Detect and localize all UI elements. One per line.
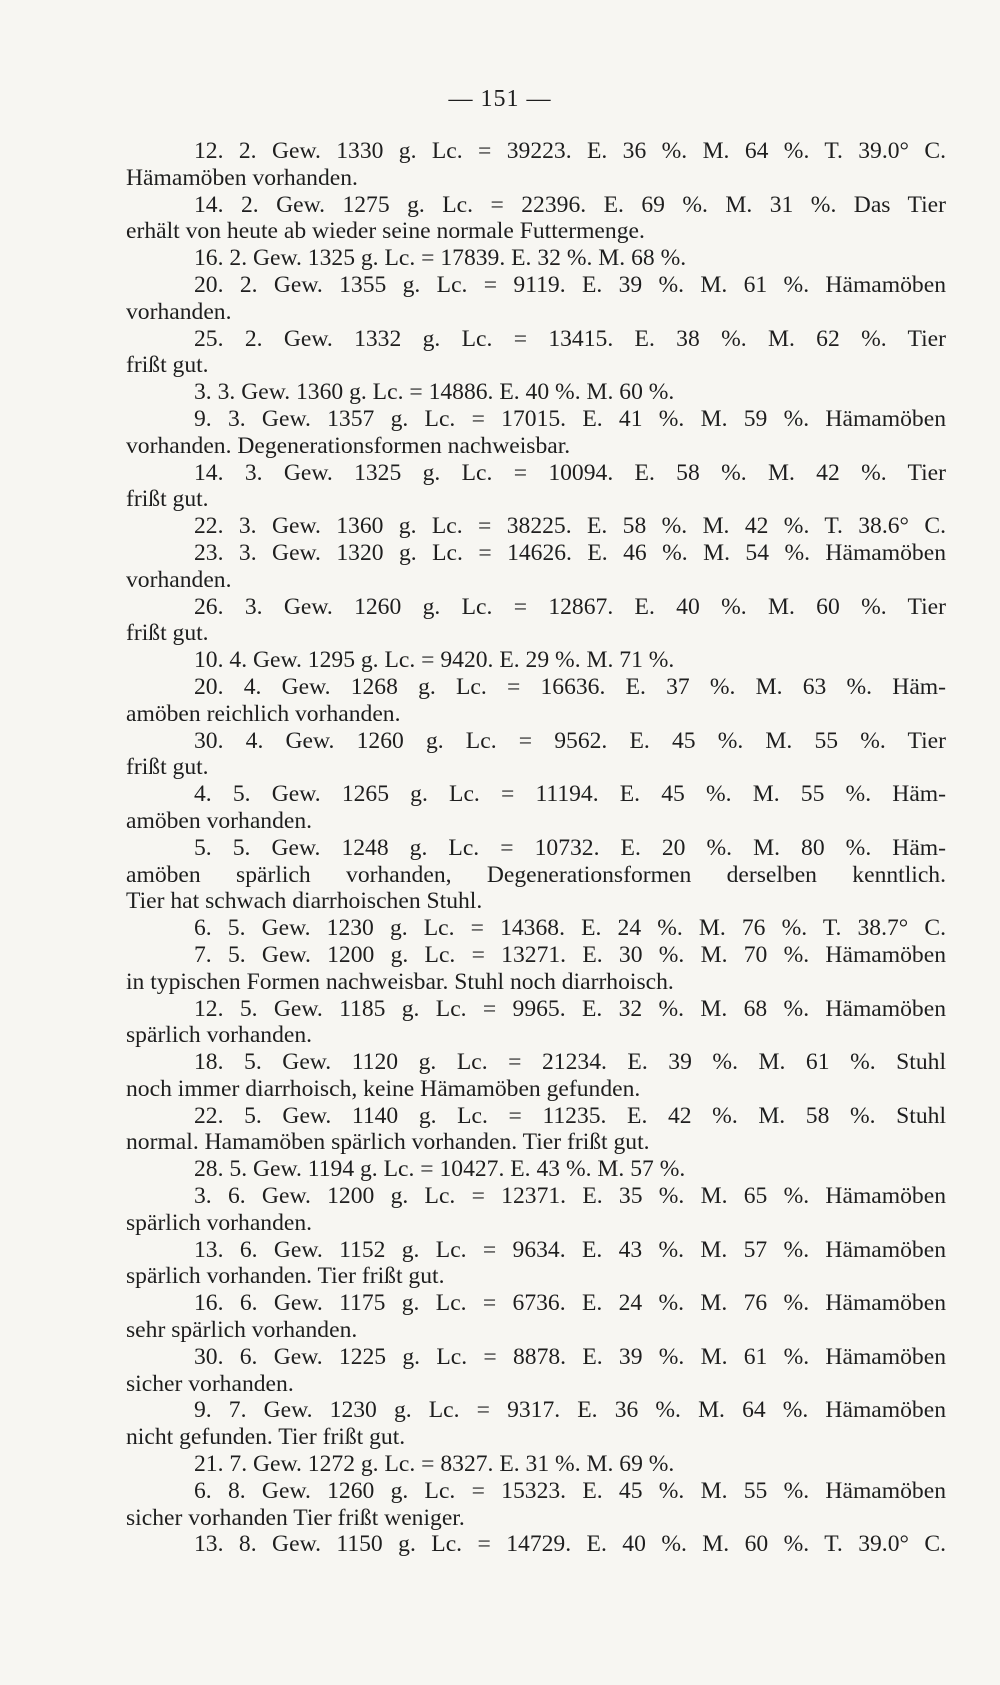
text-line: spärlich vorhanden. Tier frißt gut. bbox=[126, 1263, 445, 1290]
text-line: frißt gut. bbox=[126, 620, 209, 647]
text-line: frißt gut. bbox=[126, 754, 209, 781]
text-line: vorhanden. Degenerationsformen nachweisbar. bbox=[126, 432, 571, 459]
text-line: 26. 3. Gew. 1260 g. Lc. = 12867. E. 40 %. M. 60 %. Tier bbox=[194, 593, 946, 620]
document-body bbox=[126, 138, 946, 1558]
text-line: 3. 3. Gew. 1360 g. Lc. = 14886. E. 40 %. M. 60 %. bbox=[194, 379, 675, 406]
text-line: 7. 5. Gew. 1200 g. Lc. = 13271. E. 30 %. M. 70 %. Hämamöben bbox=[194, 941, 946, 968]
text-line: Hämamöben vorhanden. bbox=[126, 164, 358, 191]
text-line: 12. 5. Gew. 1185 g. Lc. = 9965. E. 32 %. M. 68 %. Hämamöben bbox=[194, 995, 946, 1022]
text-line: 3. 6. Gew. 1200 g. Lc. = 12371. E. 35 %. M. 65 %. Hämamöben bbox=[194, 1183, 946, 1210]
text-line: 28. 5. Gew. 1194 g. Lc. = 10427. E. 43 %. M. 57 %. bbox=[194, 1156, 686, 1183]
text-line: amöben reichlich vorhanden. bbox=[126, 700, 401, 727]
text-line: 30. 6. Gew. 1225 g. Lc. = 8878. E. 39 %. M. 61 %. Hämamöben bbox=[194, 1343, 946, 1370]
text-line: 25. 2. Gew. 1332 g. Lc. = 13415. E. 38 %. M. 62 %. Tier bbox=[194, 325, 946, 352]
text-line: 20. 4. Gew. 1268 g. Lc. = 16636. E. 37 %. M. 63 %. Häm- bbox=[194, 673, 946, 700]
text-line: 22. 5. Gew. 1140 g. Lc. = 11235. E. 42 %. M. 58 %. Stuhl bbox=[194, 1102, 946, 1129]
text-line: Tier hat schwach diarrhoischen Stuhl. bbox=[126, 888, 483, 915]
text-line: in typischen Formen nachweisbar. Stuhl noch diarrhoisch. bbox=[126, 968, 674, 995]
text-line: spärlich vorhanden. bbox=[126, 1022, 313, 1049]
page-number: — 151 — bbox=[448, 86, 552, 112]
text-line: 6. 8. Gew. 1260 g. Lc. = 15323. E. 45 %. M. 55 %. Hämamöben bbox=[194, 1477, 946, 1504]
text-line: 22. 3. Gew. 1360 g. Lc. = 38225. E. 58 %. M. 42 %. T. 38.6° C. bbox=[194, 513, 946, 540]
text-line: sicher vorhanden Tier frißt weniger. bbox=[126, 1504, 465, 1531]
text-line: 6. 5. Gew. 1230 g. Lc. = 14368. E. 24 %. M. 76 %. T. 38.7° C. bbox=[194, 915, 946, 942]
text-line: erhält von heute ab wieder seine normale Futtermenge. bbox=[126, 218, 645, 245]
text-line: amöben vorhanden. bbox=[126, 807, 313, 834]
text-line: 16. 6. Gew. 1175 g. Lc. = 6736. E. 24 %. M. 76 %. Hämamöben bbox=[194, 1290, 946, 1317]
text-line: 21. 7. Gew. 1272 g. Lc. = 8327. E. 31 %. M. 69 %. bbox=[194, 1451, 675, 1478]
text-line: 13. 6. Gew. 1152 g. Lc. = 9634. E. 43 %. M. 57 %. Hämamöben bbox=[194, 1236, 946, 1263]
text-line: nicht gefunden. Tier frißt gut. bbox=[126, 1424, 406, 1451]
text-line: 30. 4. Gew. 1260 g. Lc. = 9562. E. 45 %. M. 55 %. Tier bbox=[194, 727, 946, 754]
text-line: 9. 7. Gew. 1230 g. Lc. = 9317. E. 36 %. M. 64 %. Hämamöben bbox=[194, 1397, 946, 1424]
text-line: spärlich vorhanden. bbox=[126, 1209, 313, 1236]
text-line: noch immer diarrhoisch, keine Hämamöben gefunden. bbox=[126, 1075, 641, 1102]
text-line: 4. 5. Gew. 1265 g. Lc. = 11194. E. 45 %. M. 55 %. Häm- bbox=[194, 781, 946, 808]
text-line: 14. 2. Gew. 1275 g. Lc. = 22396. E. 69 %. M. 31 %. Das Tier bbox=[194, 191, 946, 218]
text-line: 12. 2. Gew. 1330 g. Lc. = 39223. E. 36 %. M. 64 %. T. 39.0° C. bbox=[194, 138, 946, 164]
text-line: 10. 4. Gew. 1295 g. Lc. = 9420. E. 29 %. M. 71 %. bbox=[194, 647, 675, 674]
text-line: 20. 2. Gew. 1355 g. Lc. = 9119. E. 39 %. M. 61 %. Hämamöben bbox=[194, 271, 946, 298]
text-line: 13. 8. Gew. 1150 g. Lc. = 14729. E. 40 %. M. 60 %. T. 39.0° C. bbox=[194, 1531, 946, 1558]
text-line: frißt gut. bbox=[126, 352, 209, 379]
text-line: normal. Hamamöben spärlich vorhanden. Tier frißt gut. bbox=[126, 1129, 650, 1156]
text-line: 9. 3. Gew. 1357 g. Lc. = 17015. E. 41 %. M. 59 %. Hämamöben bbox=[194, 405, 946, 432]
text-line: sicher vorhanden. bbox=[126, 1370, 294, 1397]
text-line: 14. 3. Gew. 1325 g. Lc. = 10094. E. 58 %. M. 42 %. Tier bbox=[194, 459, 946, 486]
text-line: amöben spärlich vorhanden, Degenerationsformen derselben kenntlich. bbox=[126, 861, 946, 888]
text-line: 23. 3. Gew. 1320 g. Lc. = 14626. E. 46 %. M. 54 %. Hämamöben bbox=[194, 539, 946, 566]
text-line: frißt gut. bbox=[126, 486, 209, 513]
text-line: vorhanden. bbox=[126, 298, 232, 325]
text-line: sehr spärlich vorhanden. bbox=[126, 1317, 358, 1344]
text-line: 18. 5. Gew. 1120 g. Lc. = 21234. E. 39 %. M. 61 %. Stuhl bbox=[194, 1049, 946, 1076]
text-line: 5. 5. Gew. 1248 g. Lc. = 10732. E. 20 %. M. 80 %. Häm- bbox=[194, 834, 946, 861]
text-line: 16. 2. Gew. 1325 g. Lc. = 17839. E. 32 %. M. 68 %. bbox=[194, 245, 687, 272]
text-line: vorhanden. bbox=[126, 566, 232, 593]
